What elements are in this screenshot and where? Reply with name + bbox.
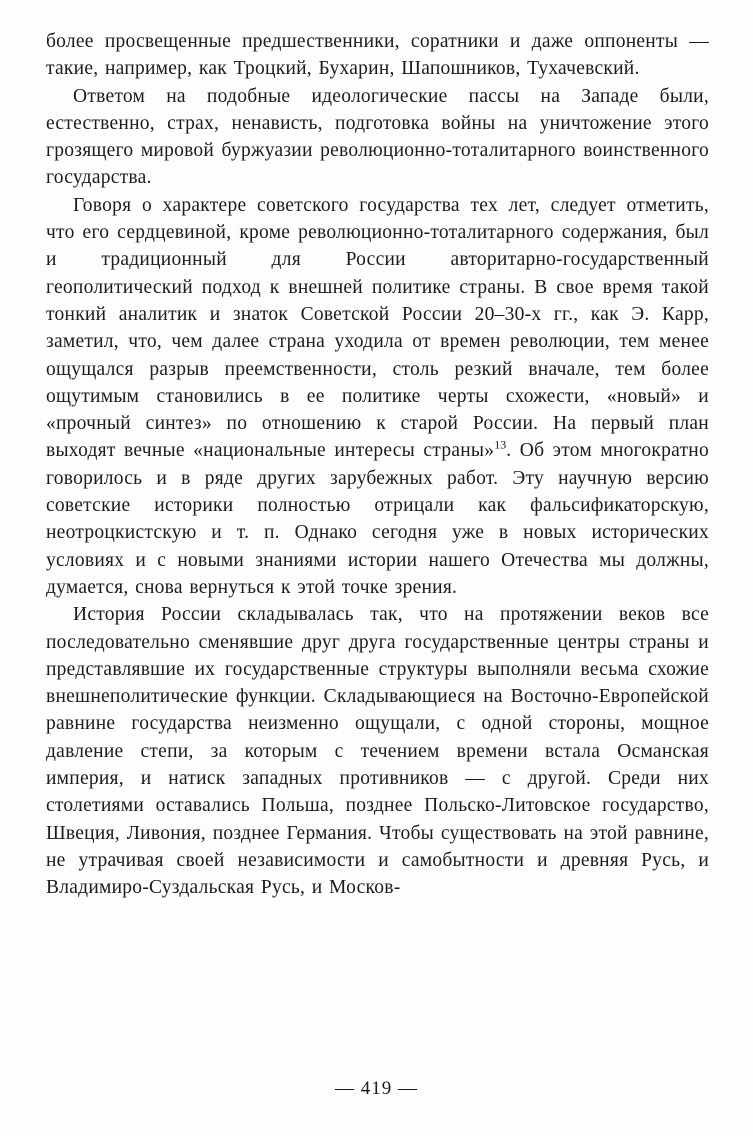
text-block [46, 28, 709, 902]
paragraph-text: . Об этом многократно говорилось и в ряде других зарубежных работ. Эту научную версию советские историки полностью отрицали как фальсификаторскую, неотроцкистскую и т. п. Однако сегодня уже в новых исторических условиях и с новыми знаниями истории нашего Отечества мы должны, думается, снова вернуться к этой точке зрения. [46, 440, 709, 598]
paragraph-with-footnote [46, 192, 709, 601]
page-number: — 419 — [335, 1078, 418, 1099]
paragraph: История России складывалась так, что на протяжении веков все последовательно сменявшие друг друга государственные центры страны и представлявшие их государственные структуры выполняли весьма схожие внешнеполитические функции. Складывающиеся на Восточно-Европейской равнине государства неизменно ощущали, с одной стороны, мощное давление степи, за которым с течением времени встала Османская империя, и натиск западных противников — с другой. Среди них столетиями оставались Польша, позднее Польско-Литовское государство, Швеция, Ливония, позднее Германия. Чтобы существовать на этой равнине, не утрачивая своей независимости и самобытности и древняя Русь, и Владимиро-Суздальская Русь, и Москов- [46, 604, 709, 899]
paragraph-text: Говоря о характере советского государства тех лет, следует отметить, что его сердцевиной, кроме революционно-тоталитарного содержания, был и традиционный для России авторитарно-государственный геополитический подход к внешней политике страны. В свое время такой тонкий аналитик и знаток Советской России 20–30-х гг., как Э. Карр, заметил, что, чем далее страна уходила от времен революции, тем менее ощущался разрыв преемственности, столь резкий вначале, тем более ощутимым становились в ее политике черты схожести, «новый» и «прочный синтез» по отношению к старой России. На первый план выходят вечные «национальные интересы страны» [46, 194, 709, 462]
paragraph-continuation: более просвещенные предшественники, соратники и даже оппоненты — такие, например, как Троцкий, Бухарин, Шапошников, Тухачевский. [46, 31, 709, 80]
paragraph: Ответом на подобные идеологические пассы на Западе были, естественно, страх, ненависть, подготовка войны на уничтожение этого грозящего мировой буржуазии революционно-тоталитарного воинственного государства. [46, 85, 709, 189]
footnote-marker: 13 [494, 437, 507, 452]
